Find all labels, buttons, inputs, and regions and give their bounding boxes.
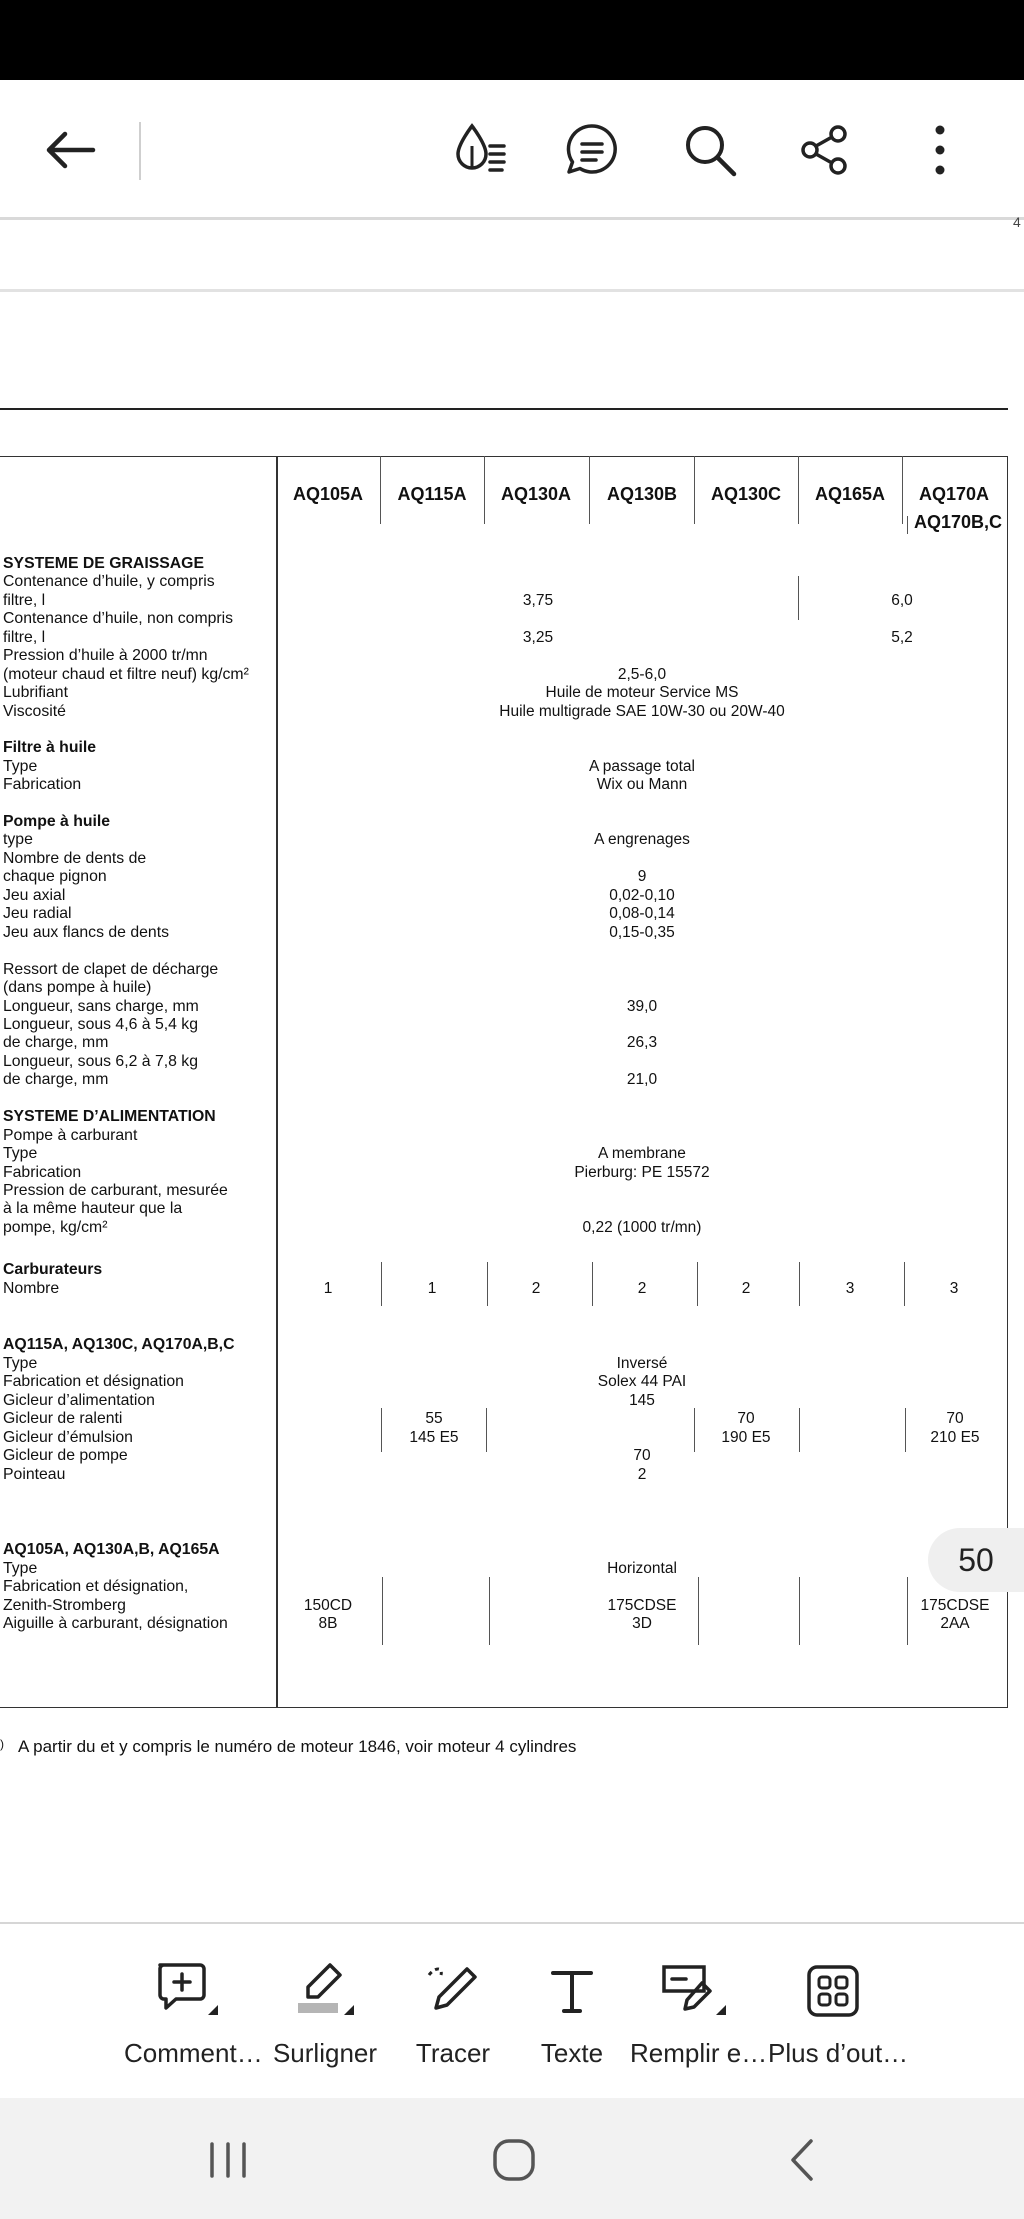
search-icon[interactable] <box>670 110 750 190</box>
cell-value: 21,0 <box>626 1071 658 1088</box>
column-line <box>489 1577 490 1645</box>
cell-value: 70 <box>633 1447 651 1464</box>
cell-value: 175CDSE <box>607 1597 677 1614</box>
row-label: Pompe à carburant <box>3 1127 138 1144</box>
row-label: Nombre <box>3 1280 60 1297</box>
tool-highlight[interactable]: Surligner <box>260 1956 390 2076</box>
cell-value: 6,0 <box>891 592 913 609</box>
row-label: Contenance d’huile, y compris <box>3 573 215 590</box>
page-corner-mark: 4 <box>1013 214 1021 230</box>
row-label: de charge, mm <box>3 1071 109 1088</box>
row-label: Fabrication et désignation, <box>3 1578 189 1595</box>
row-label: Jeu radial <box>3 905 72 922</box>
more-vertical-icon[interactable] <box>900 110 980 190</box>
tool-text[interactable]: Texte <box>507 1956 637 2076</box>
column-line <box>694 456 695 524</box>
section-heading: SYSTEME DE GRAISSAGE <box>3 555 205 572</box>
row-label: Jeu aux flancs de dents <box>3 924 169 941</box>
row-label: pompe, kg/cm² <box>3 1219 108 1236</box>
column-header: AQ130A <box>500 484 572 504</box>
arrow-left-icon[interactable] <box>30 110 110 190</box>
back-chevron-icon[interactable] <box>762 2120 842 2200</box>
cell-value: Huile de moteur Service MS <box>545 684 739 701</box>
column-line <box>380 456 381 524</box>
cell-value: 3D <box>632 1615 652 1632</box>
row-label: Gicleur de ralenti <box>3 1410 123 1427</box>
cell-value: 175CDSE <box>920 1597 990 1614</box>
tool-comment[interactable]: Comment… <box>124 1956 254 2076</box>
row-label: Lubrifiant <box>3 684 68 701</box>
cell-value: 1 <box>323 1280 333 1297</box>
row-label: Longueur, sous 6,2 à 7,8 kg <box>3 1053 198 1070</box>
cell-value: 5,2 <box>891 629 913 646</box>
row-label: Type <box>3 1355 38 1372</box>
row-label: Jeu axial <box>3 887 66 904</box>
tool-fill-sign[interactable]: Remplir e… <box>630 1956 760 2076</box>
cell-value: 145 E5 <box>409 1429 459 1446</box>
row-label: Fabrication <box>3 776 82 793</box>
cell-value: Pierburg: PE 15572 <box>574 1164 710 1181</box>
cell-value: 39,0 <box>626 998 658 1015</box>
home-icon[interactable] <box>474 2120 554 2200</box>
row-label: Viscosité <box>3 703 66 720</box>
cell-value: 9 <box>637 868 647 885</box>
page-rule <box>0 408 1008 410</box>
cell-value: 3 <box>949 1280 959 1297</box>
cell-value: 2 <box>741 1280 751 1297</box>
row-label: de charge, mm <box>3 1034 109 1051</box>
column-header: AQ130C <box>710 484 782 504</box>
row-label: Gicleur d’émulsion <box>3 1429 133 1446</box>
row-label: Type <box>3 1145 38 1162</box>
cell-value: 70 <box>737 1410 755 1427</box>
row-label: Zenith-Stromberg <box>3 1597 126 1614</box>
cell-value: A engrenages <box>594 831 690 848</box>
comment-add-icon <box>124 1956 254 2026</box>
column-line <box>907 516 908 534</box>
table-label-divider <box>276 456 278 1708</box>
cell-value: Wix ou Mann <box>596 776 688 793</box>
app-toolbar <box>0 80 1024 220</box>
cell-value: 8B <box>318 1615 338 1632</box>
row-label: à la même hauteur que la <box>3 1200 183 1217</box>
column-header: AQ105A <box>292 484 364 504</box>
row-label: Longueur, sous 4,6 à 5,4 kg <box>3 1016 198 1033</box>
row-label: Fabrication et désignation <box>3 1373 184 1390</box>
more-tools-icon <box>768 1956 898 2026</box>
tool-draw[interactable]: Tracer <box>388 1956 518 2076</box>
row-label: Aiguille à carburant, désignation <box>3 1615 228 1632</box>
tool-more[interactable]: Plus d’out… <box>768 1956 898 2076</box>
row-label: filtre, l <box>3 629 46 646</box>
cell-value: 2 <box>531 1280 541 1297</box>
cell-value: A membrane <box>598 1145 686 1162</box>
cell-value: 150CD <box>303 1597 353 1614</box>
cell-value: Solex 44 PAI <box>597 1373 687 1390</box>
column-line <box>382 1577 383 1645</box>
row-label: Longueur, sans charge, mm <box>3 998 199 1015</box>
row-label: filtre, l <box>3 592 46 609</box>
toolbar-divider <box>139 122 141 180</box>
cell-value: 3 <box>845 1280 855 1297</box>
cell-value: 3,25 <box>522 629 554 646</box>
liquid-mode-icon[interactable] <box>440 110 520 190</box>
column-header: AQ130B <box>606 484 678 504</box>
cell-value: 26,3 <box>626 1034 658 1051</box>
text-icon <box>507 1956 637 2026</box>
cell-value: 2,5-6,0 <box>617 666 667 683</box>
column-header: AQ115A <box>397 484 467 504</box>
cell-value: 1 <box>427 1280 437 1297</box>
page-gap-band <box>0 220 1024 292</box>
row-label: (moteur chaud et filtre neuf) kg/cm² <box>3 666 249 683</box>
footnote-marker: ) <box>0 1737 4 1751</box>
row-label: Type <box>3 758 38 775</box>
page-number-badge[interactable]: 50 <box>928 1528 1024 1592</box>
section-heading: SYSTEME D’ALIMENTATION <box>3 1108 216 1125</box>
column-line <box>484 456 485 524</box>
footnote <box>0 1737 576 1757</box>
bottom-tools-bar <box>0 1922 1024 2098</box>
cell-value: A passage total <box>589 758 695 775</box>
row-label: Gicleur d’alimentation <box>3 1392 155 1409</box>
section-heading: Filtre à huile <box>3 739 97 756</box>
cell-value: 0,15-0,35 <box>609 924 675 941</box>
row-label: Pression de carburant, mesurée <box>3 1182 228 1199</box>
system-nav-bar <box>0 2098 1024 2219</box>
cell-value: 2 <box>637 1280 647 1297</box>
row-label: Gicleur de pompe <box>3 1447 128 1464</box>
column-line <box>902 456 903 524</box>
cell-value: 0,22 (1000 tr/mn) <box>582 1219 702 1236</box>
draw-pencil-icon <box>388 1956 518 2026</box>
cell-value: 0,08-0,14 <box>609 905 675 922</box>
highlighter-icon <box>260 1956 390 2026</box>
section-heading: AQ115A, AQ130C, AQ170A,B,C <box>3 1336 235 1353</box>
fill-sign-icon <box>630 1956 760 2026</box>
row-label: Ressort de clapet de décharge <box>3 961 219 978</box>
column-line <box>799 1577 800 1645</box>
cell-value: 0,02-0,10 <box>609 887 675 904</box>
column-header: AQ170A <box>918 484 990 504</box>
cell-value: 2AA <box>940 1615 970 1632</box>
column-line <box>798 456 799 524</box>
row-label: type <box>3 831 33 848</box>
comment-list-icon[interactable] <box>552 110 632 190</box>
column-header: AQ165A <box>814 484 886 504</box>
cell-value: 145 <box>629 1392 655 1409</box>
share-icon[interactable] <box>786 110 866 190</box>
row-label: Pointeau <box>3 1466 66 1483</box>
row-label: Pression d’huile à 2000 tr/mn <box>3 647 208 664</box>
column-line <box>698 1577 699 1645</box>
cell-value: 210 E5 <box>930 1429 980 1446</box>
column-line <box>798 576 799 620</box>
column-subheader: AQ170B,C <box>913 512 1003 532</box>
column-line <box>799 1408 800 1452</box>
row-label: Type <box>3 1560 38 1577</box>
cell-value: 70 <box>946 1410 964 1427</box>
cell-value: Horizontal <box>607 1560 677 1577</box>
row-label: Fabrication <box>3 1164 82 1181</box>
row-label: Nombre de dents de <box>3 850 147 867</box>
row-label: (dans pompe à huile) <box>3 979 152 996</box>
cell-value: 190 E5 <box>721 1429 771 1446</box>
column-line <box>486 1408 487 1452</box>
cell-value: 3,75 <box>522 592 554 609</box>
section-heading: AQ105A, AQ130A,B, AQ165A <box>3 1541 220 1558</box>
recent-apps-icon[interactable] <box>188 2120 268 2200</box>
section-heading: Carburateurs <box>3 1261 103 1278</box>
cell-value: 2 <box>637 1466 647 1483</box>
section-heading: Pompe à huile <box>3 813 111 830</box>
row-label: Contenance d’huile, non compris <box>3 610 234 627</box>
cell-value: 55 <box>425 1410 443 1427</box>
cell-value: Inversé <box>616 1355 668 1372</box>
column-line <box>589 456 590 524</box>
status-bar <box>0 0 1024 80</box>
footnote-text: A partir du et y compris le numéro de moteur 1846, voir moteur 4 cylindres <box>18 1737 577 1756</box>
row-label: chaque pignon <box>3 868 107 885</box>
cell-value: Huile multigrade SAE 10W-30 ou 20W-40 <box>499 703 785 720</box>
